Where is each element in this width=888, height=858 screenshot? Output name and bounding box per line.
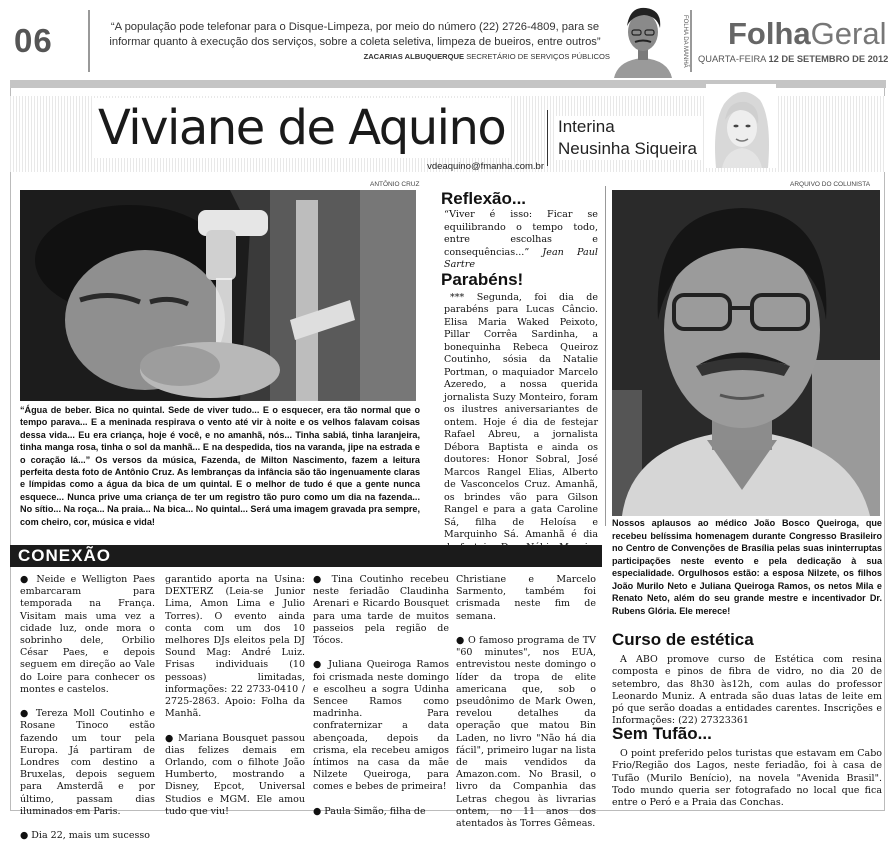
photo-caption-water: “Água de beber. Bica no quintal. Sede de viver tudo... E o esquecer, era tão normal que o tempo parava... E a meninada respirava o vento até vir à noite e os velhos falavam coisas dessa vida... Eu era criança, hoje é você, e no amanhã, nós... Tinha sabiá, tinha laranjeira, tinha manga rosa, tinha o sol da manhã... E na despedida, tios na varanda, jipe na estrada e o coração lá...” Os versos da música, Fazenda, de Milton Nascimento, fazem a leitura perfeita desta foto de Antônio Cruz. As lembranças da infância são tão ingenuamente claras e límpidas como a água da bica de um quintal. E o melhor de tudo é que a gente nunca esquece... Nunca prive uma criança de ter um registro tão puro como um dia na fazenda... No sítio... Na roça... Na praia... Na bica... No quintal... Será uma imagem gravada pra sempre, com cheiro, cor, música e vida! bbox=[20, 405, 420, 527]
column-title: Viviane de Aquino bbox=[94, 98, 509, 158]
conexao-note: Christiane e Marcelo Sarmento, também foi crismada neste fim de semana. bbox=[456, 574, 596, 622]
conexao-note: ● O famoso programa de TV "60 minutes", nos EUA, entrevistou neste domingo o líder da tropa de elite americana que, sob o pseudônimo de Mark Owen, revelou detalhes da operação que matou Bin Laden, no livro "Não há dia fácil", primeiro lugar na lista de mais vendidos da Amazon.com. No Brasil, o livro da Companhia das Letras chegou às livrarias ontem, no 11 anos dos atentados às Torres Gêmeas. bbox=[456, 635, 596, 830]
page-number: 06 bbox=[14, 22, 53, 59]
conexao-note: garantido aporta na Usina: DEXTERZ (Leia-se Junior Lima, Amon Lima e Julio Torres). O evento ainda conta com um dos 10 melhores DJs eleitos pela DJ Sound Mag: André Luiz. Frisas individuais (10 pessoas) limitadas, informações: 22 2733-0410 / 2725-2863. Apoio: Folha da Manhã. bbox=[165, 574, 305, 720]
page-frame bbox=[884, 86, 885, 810]
attribution-role: SECRETÁRIO DE SERVIÇOS PÚBLICOS bbox=[466, 52, 610, 61]
date-weekday: QUARTA-FEIRA bbox=[698, 54, 766, 64]
reflexao-quote-text: “Viver é isso: Ficar se equilibrando o tempo todo, entre escolhas e consequências...” bbox=[444, 209, 598, 258]
curso-heading: Curso de estética bbox=[612, 630, 754, 649]
title-divider bbox=[547, 110, 548, 166]
conexao-note: ● Juliana Queiroga Ramos foi crismada neste domingo e escolheu a sogra Udinha Sencee Ramos como madrinha. Para confraternizar a data abençoada, depois da crisma, ela recebeu amigos íntimos na casa da mãe Nilzete Queiroga, para comes e bebes de primeira! bbox=[313, 659, 449, 793]
reflexao-quote bbox=[444, 209, 598, 272]
photo-caption-doctor: Nossos aplausos ao médico João Bosco Queiroga, que recebeu belíssima homenagem durante Congresso Brasileiro no Centro de Convenções de Brasília pelas suas ininterruptas participações neste evento e pela dedicação à sua especialidade. Orgulhosos estão: a esposa Nilzete, os filhos João Murilo Neto e Juliana Queiroga Ramos, os netos Mila e Renato Neto, além do seu grande mestre e incentivador Dr. Rubens Glória. Ele merece! bbox=[612, 518, 882, 616]
conexao-note: ● Dia 22, mais um sucesso bbox=[20, 830, 150, 842]
columnist-portrait-photo bbox=[706, 84, 776, 168]
conexao-heading: CONEXÃO bbox=[18, 546, 111, 565]
column-email: vdeaquino@fmanha.com.br bbox=[427, 161, 544, 172]
attribution-name: ZACARIAS ALBUQUERQUE bbox=[363, 52, 465, 61]
conexao-column-1 bbox=[20, 574, 155, 842]
conexao-column-2 bbox=[165, 574, 305, 818]
header-divider bbox=[88, 10, 90, 72]
parabens-heading: Parabéns! bbox=[441, 270, 524, 289]
conexao-column-3 bbox=[313, 574, 449, 818]
photo-credit: ANTÔNIO CRUZ bbox=[370, 181, 420, 188]
page-frame bbox=[10, 86, 11, 810]
conexao-note: ● Mariana Bousquet passou dias felizes demais em Orlando, com o filhote João Humberto, mostrando a Disney, Epcot, Universal Studios e MGM. Ele amou tudo que viu! bbox=[165, 732, 305, 817]
conexao-note: ● Paula Simão, filha de bbox=[313, 805, 426, 817]
zacarias-portrait-photo bbox=[610, 2, 676, 78]
doctor-portrait-photo bbox=[612, 190, 880, 516]
header-photo-credit: FOLHA DA MANHÃ bbox=[682, 14, 688, 68]
section-brand bbox=[728, 16, 886, 52]
header-attribution bbox=[150, 52, 610, 61]
issue-date bbox=[698, 54, 888, 64]
brand-folha: Folha bbox=[728, 16, 811, 51]
header-quote: “A população pode telefonar para o Disque-Limpeza, por meio do número (22) 2726-4809, para se informar quanto à execução dos serviços, sobre a coleta seletiva, limpeza de bueiros, entre outros” bbox=[109, 21, 601, 48]
interina-name: Neusinha Siqueira bbox=[558, 139, 697, 158]
interina-label: Interina bbox=[558, 117, 615, 136]
curso-text: A ABO promove curso de Estética com resina composta e pinos de fibra de vidro, no dia 20 de setembro, das 8h30 às12h, com aulas do professor Leonardo Muniz. A entrada são duas latas de leite em pó que serão doadas a entidades carentes. Inscrições e Informações: (22) 27323361 bbox=[612, 654, 882, 727]
date-full: 12 DE SETEMBRO DE 2012 bbox=[768, 54, 888, 64]
conexao-column-4 bbox=[456, 574, 596, 830]
conexao-note: ● Tina Coutinho recebeu neste feriadão Claudinha Arenari e Ricardo Bousquet para uma tarde de muitos passeios pela região de Tócos. bbox=[313, 574, 449, 647]
tufao-text: O point preferido pelos turistas que estavam em Cabo Frio/Região dos Lagos, neste feriadão, foi à casa de Tufão (Murilo Benício), na novela "Avenida Brasil". Todo mundo queria ser fotografado no local que fica entre o Peró e a Praia das Conchas. bbox=[612, 748, 882, 809]
header-divider bbox=[690, 10, 692, 72]
tufao-heading: Sem Tufão... bbox=[612, 724, 712, 743]
parabens-text: *** Segunda, foi dia de parabéns para Lucas Câncio. Elisa Maria Waked Peixoto, Pillar Corrêa Sardinha, a bonequinha Rebeca Queiroz Coutinho, sósia da Natalie Portman, o maquiador Marcelo Azeredo, a nossa querida jornalista Suzy Monteiro, foram os ilustres aniversariantes de ontem. Hoje é dia de festejar Rafael Abreu, a jornalista Débora Baptista e ainda os doutores: Honor Sobral, José Marcos Rangel Elias, Alberto de Vasconcelos Cruz. Amanhã, os brindes vão para Gilson Rangel e para a gata Caroline Sá, filha de Heloísa e Marquinho Sá. Amanhã é dia bbox=[444, 292, 598, 541]
reflexao-heading: Reflexão... bbox=[441, 189, 527, 208]
reflexao-author: Jean Paul Sartre bbox=[444, 246, 598, 271]
conexao-note: ● Neide e Welligton Paes embarcaram para temporada na França. Visitam mais uma vez a cidade luz, onde mora o sobrinho dele, Orbilio César Paes, e depois seguem em direção ao Vale do Loire para conhecer os montes e castelos. bbox=[20, 574, 155, 695]
brand-geral: Geral bbox=[810, 16, 887, 51]
photo-credit: ARQUIVO DO COLUNISTA bbox=[790, 181, 871, 188]
conexao-note: ● Tereza Moll Coutinho e Rosane Tinoco estão fazendo um tour pela Europa. Já partiram de Londres com destino a Bruxelas, depois seguem para Amsterdã e por último, passam dias iluminados em Paris. bbox=[20, 708, 155, 817]
child-drinking-tap-photo bbox=[20, 190, 416, 401]
interim-columnist bbox=[554, 116, 701, 160]
column-divider bbox=[605, 186, 606, 526]
